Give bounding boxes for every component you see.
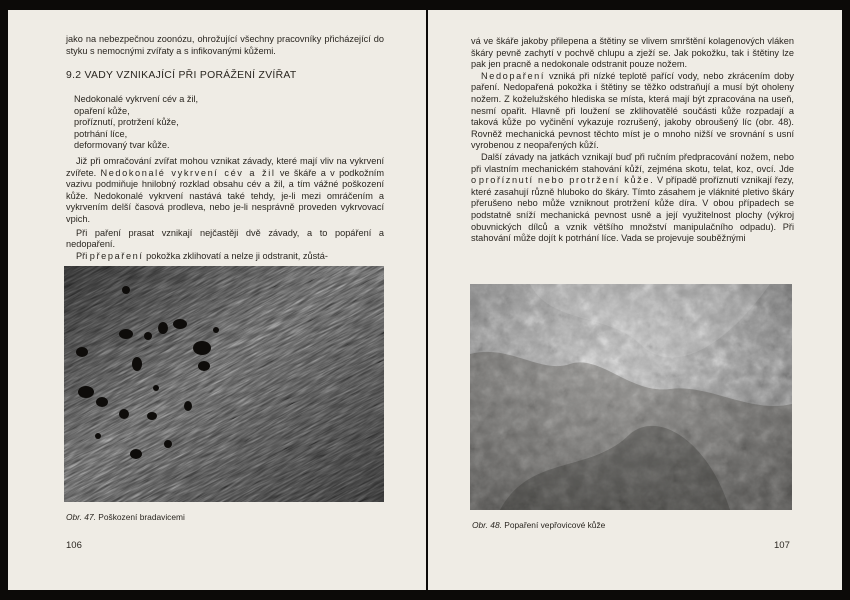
section-heading: 9.2 VADY VZNIKAJÍCÍ PŘI PORÁŽENÍ ZVÍŘAT bbox=[66, 70, 297, 81]
intro-text: jako na nebezpečnou zoonózu, ohrožující všechny pracovníky přicházející do styku s nemocnými zvířaty a s infikovanými kůžemi. bbox=[66, 34, 384, 56]
body-text-right bbox=[471, 36, 794, 245]
term-bleeding: Nedokonalé vykrvení cév a žil bbox=[100, 167, 276, 178]
figure-47-caption bbox=[66, 512, 185, 522]
flaying-paragraph: Další závady na jatkách vznikají buď při ručním předpracování nožem, nebo při vlastním mechanickém stahování kůží, zejména skotu, telat, koz, ovcí. Jde o proříznutí nebo protržení kůže. V případě proříznutí vznikají řezy, které zasahují různě hluboko do škáry. Tímto zásahem je vláknité pletivo škáry přerušeno nebo může vzniknout protržení kůže díra. V obou případech se podstatně sníží mechanická pevnost usně a její využitelnost plochy (výkroj obuvnických dílců a vznik většího množství manipulačního odpadu). Při stahování může dojít k potrhání líce. Vada se projevuje souběžnými bbox=[471, 151, 794, 244]
figure-48-caption bbox=[472, 520, 605, 530]
left-page bbox=[8, 10, 426, 590]
intro-paragraph bbox=[66, 34, 384, 57]
stunning-paragraph: Již při omračování zvířat mohou vznikat závady, které mají vliv na vykrvení zvířete. Nedokonalé vykrvení cév a žil ve škáře a v podkožním vazivu podmiňuje hnilobný rozklad obsahu cév a žil, a tím vážné poškození kůže. Nedokonalé vykrvení nastává také tehdy, je-li mezi omráčením a vykrvením delší časová prodleva, nebo je-li nesprávně proveden vykrvovací vpich. bbox=[66, 156, 385, 224]
defect-item: proříznutí, protržení kůže, bbox=[74, 117, 179, 128]
defect-item: Nedokonalé vykrvení cév a žil, bbox=[74, 94, 199, 104]
underscald-paragraph: Nedopaření vzniká při nízké teplotě pařící vody, nebo zkrácením doby paření. Nedopařená pokožka i štětiny se těžko odstraňují a musí být oholeny nožem. Z koželužského hlediska se místa, která mají být zpracována na useň, nesmí opařit. Hlavně při loužení se zklihovatělé součásti kůže rozpadají a taková kůže po vyčinění vykazuje rozrušený, jakoby obroušený líc (obr. 48). Rovněž mechanická pevnost těchto míst je o mnoho nižší ve srovnání s usní vyrobenou z neopařených kůží. bbox=[471, 70, 794, 151]
defect-list bbox=[74, 94, 198, 152]
figure-47-photo bbox=[64, 266, 384, 502]
right-page bbox=[428, 10, 842, 590]
figure-48-photo bbox=[470, 284, 792, 510]
defect-item: potrhání líce, bbox=[74, 128, 128, 139]
figure-48-title: Popaření vepřovicové kůže bbox=[504, 520, 606, 530]
page-number-right: 107 bbox=[774, 540, 790, 551]
body-text-left bbox=[66, 156, 384, 262]
figure-47-label: Obr. 47. bbox=[66, 512, 96, 522]
defect-item: deformovaný tvar kůže. bbox=[74, 140, 170, 151]
defect-item: opaření kůže, bbox=[74, 105, 130, 116]
figure-48-label: Obr. 48. bbox=[472, 520, 502, 530]
term-underscald: Nedopaření bbox=[481, 70, 546, 81]
term-cuts: proříznutí nebo protržení kůže. bbox=[478, 175, 655, 186]
term-overscald: přepaření bbox=[89, 250, 144, 261]
page-number-left: 106 bbox=[66, 540, 82, 551]
continued-paragraph: vá ve škáře jakoby přilepena a štětiny se vlivem smrštění kolagenových vláken škáry pevně zachytí v pochvě chlupu a zježí se. Jak pokožku, tak i štětiny lze pak jen pracně a nedokonale odstranit pouze nožem. bbox=[471, 36, 794, 70]
overscald-paragraph: Při přepaření pokožka zklihovatí a nelze ji odstranit, zůstá- bbox=[76, 250, 328, 261]
figure-47-title: Poškození bradavicemi bbox=[98, 512, 185, 522]
scalding-paragraph: Při paření prasat vznikají nejčastěji dvě závady, a to popáření a nedopaření. bbox=[66, 227, 384, 250]
